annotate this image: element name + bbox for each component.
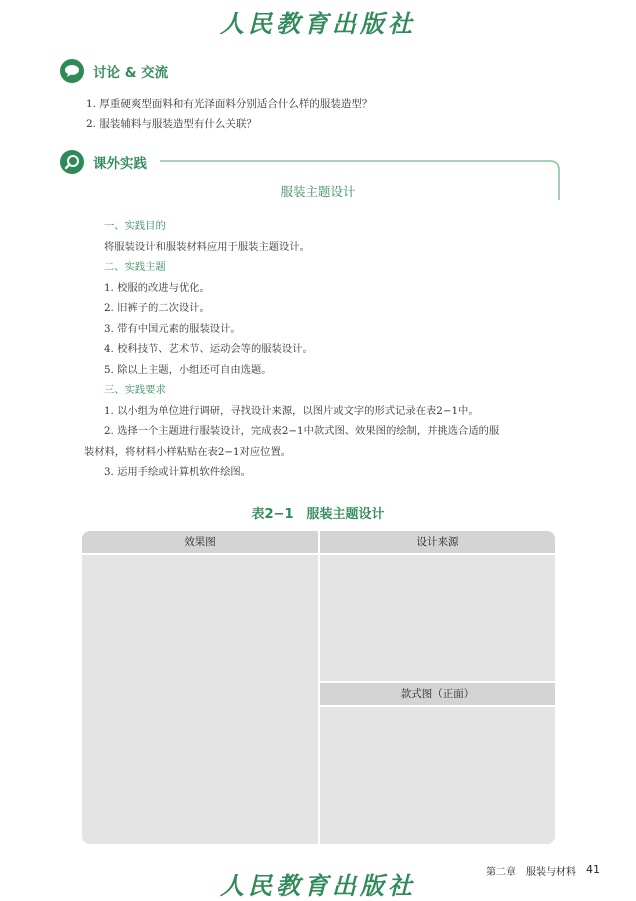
discussion-title: 讨论 & 交流 xyxy=(93,65,169,81)
theme-heading: 二、实践主题 xyxy=(104,261,166,273)
effect-drawing-area[interactable] xyxy=(82,555,318,844)
question-item: 2. 服装辅料与服装造型有什么关联？ xyxy=(86,118,257,130)
header-effect-drawing: 效果图 xyxy=(82,531,318,553)
theme-item: 1. 校服的改进与优化。 xyxy=(104,281,210,294)
theme-item: 3. 带有中国元素的服装设计。 xyxy=(104,322,241,335)
design-source-area[interactable] xyxy=(320,555,555,681)
theme-item: 2. 旧裤子的二次设计。 xyxy=(104,302,210,314)
publisher-watermark-top: 人民教育出版社 xyxy=(220,9,416,38)
activity-title: 服装主题设计 xyxy=(280,184,356,199)
page-number: 41 xyxy=(586,863,600,876)
practice-section-header xyxy=(60,150,147,174)
requirement-heading: 三、实践要求 xyxy=(104,384,166,396)
speech-bubble-icon xyxy=(60,59,84,83)
practice-title: 课外实践 xyxy=(93,156,147,172)
table-divider xyxy=(318,531,320,844)
requirement-item: 2. 选择一个主题进行服装设计，完成表2−1中款式图、效果图的绘制，并挑选合适的服 xyxy=(104,425,500,437)
theme-item: 5. 除以上主题，小组还可自由选题。 xyxy=(104,363,272,376)
table-caption: 表2−1 服装主题设计 xyxy=(251,507,385,522)
design-table xyxy=(82,531,555,844)
question-item: 1. 厚重硬爽型面料和有光泽面料分别适合什么样的服装造型？ xyxy=(86,98,373,110)
requirement-item-continued: 装材料，将材料小样粘贴在表2−1对应位置。 xyxy=(84,445,292,458)
discussion-section-header xyxy=(60,59,168,83)
discussion-questions xyxy=(86,94,372,134)
requirement-item: 1. 以小组为单位进行调研，寻找设计来源，以图片或文字的形式记录在表2−1中。 xyxy=(104,404,479,417)
header-design-source: 设计来源 xyxy=(320,531,555,553)
flat-drawing-area[interactable] xyxy=(320,707,555,844)
requirement-item: 3. 运用手绘或计算机软件绘图。 xyxy=(104,466,251,478)
table-divider xyxy=(82,553,555,555)
magnifier-icon xyxy=(60,150,84,174)
purpose-text: 将服装设计和服装材料应用于服装主题设计。 xyxy=(104,240,310,253)
theme-item: 4. 校科技节、艺术节、运动会等的服装设计。 xyxy=(104,343,313,355)
chapter-label: 第二章 服装与材料 xyxy=(486,867,576,878)
header-flat-drawing: 款式图（正面） xyxy=(320,683,555,705)
purpose-heading: 一、实践目的 xyxy=(104,220,166,232)
table-divider xyxy=(320,681,555,683)
publisher-watermark-bottom: 人民教育出版社 xyxy=(220,871,416,900)
table-divider xyxy=(320,705,555,707)
practice-content xyxy=(84,216,559,483)
